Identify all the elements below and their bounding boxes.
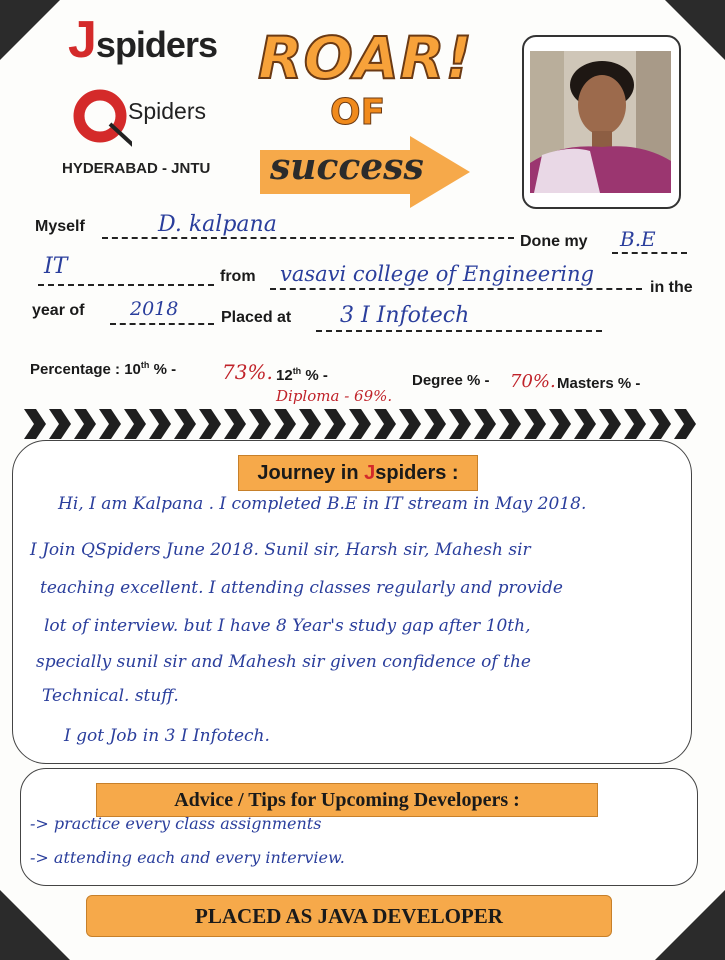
corner-decoration [0, 0, 60, 60]
location-text: HYDERABAD - JNTU [62, 160, 211, 177]
logo-j-letter: J [68, 11, 96, 69]
corner-decoration [0, 890, 70, 960]
chevron-shape [224, 409, 246, 439]
college-underline [270, 288, 642, 290]
of-text: OF [330, 92, 386, 133]
from-label: from [220, 268, 256, 285]
advice-item: -> attending each and every interview. [30, 848, 345, 867]
chevron-shape [649, 409, 671, 439]
chevron-shape [624, 409, 646, 439]
journey-line: lot of interview. but I have 8 Year's study gap after 10th, [44, 616, 531, 636]
year-underline [110, 323, 214, 325]
done-label: Done my [520, 233, 588, 250]
chevron-shape [199, 409, 221, 439]
chevron-shape [549, 409, 571, 439]
chevron-shape [324, 409, 346, 439]
placed-at-label: Placed at [221, 309, 292, 326]
journey-title: Journey in Jspiders : [238, 455, 478, 491]
company-underline [316, 330, 602, 332]
percentage-12-label: 12th % - [276, 366, 328, 384]
journey-line: I Join QSpiders June 2018. Sunil sir, Harsh sir, Mahesh sir [30, 540, 531, 560]
chevron-shape [449, 409, 471, 439]
degree-underline [612, 252, 687, 254]
chevron-shape [524, 409, 546, 439]
chevron-shape [174, 409, 196, 439]
chevron-shape [349, 409, 371, 439]
journey-line: specially sunil sir and Mahesh sir given confidence of the [36, 652, 531, 672]
degree-value: B.E [620, 227, 656, 251]
chevron-shape [249, 409, 271, 439]
degree-percent-label: Degree % - [412, 372, 490, 389]
placed-as-banner: PLACED AS JAVA DEVELOPER [86, 895, 612, 937]
chevron-shape [49, 409, 71, 439]
chevron-shape [599, 409, 621, 439]
person-photo-icon [530, 51, 671, 193]
qspiders-text: Spiders [128, 98, 206, 124]
year-value: 2018 [130, 298, 179, 320]
chevron-shape [574, 409, 596, 439]
in-the-label: in the [650, 279, 693, 296]
name-value: D. kalpana [158, 212, 277, 237]
chevron-shape [674, 409, 696, 439]
chevron-divider [24, 405, 700, 443]
chevron-shape [424, 409, 446, 439]
myself-label: Myself [35, 218, 85, 235]
journey-line: I got Job in 3 I Infotech. [64, 726, 270, 746]
qspiders-logo [72, 88, 242, 148]
branch-underline [38, 284, 214, 286]
journey-line: Hi, I am Kalpana . I completed B.E in IT stream in May 2018. [58, 494, 587, 514]
year-label: year of [32, 302, 85, 319]
success-text: success [270, 146, 424, 188]
branch-value: IT [44, 254, 68, 279]
chevron-shape [274, 409, 296, 439]
journey-line: teaching excellent. I attending classes regularly and provide [40, 578, 563, 598]
chevron-shape [474, 409, 496, 439]
chevron-shape [74, 409, 96, 439]
roar-title: ROAR! [258, 24, 473, 92]
chevron-shape [149, 409, 171, 439]
name-underline [102, 237, 514, 239]
advice-title: Advice / Tips for Upcoming Developers : [96, 783, 598, 817]
jspiders-logo: Jspiders [68, 11, 217, 69]
corner-decoration [655, 890, 725, 960]
percentage-10-value: 73%. [222, 360, 273, 384]
q-logo-icon [72, 88, 132, 148]
journey-line: Technical. stuff. [42, 686, 179, 706]
advice-item: -> practice every class assignments [30, 814, 322, 833]
degree-percent-value: 70%. [510, 371, 556, 392]
percentage-10-label: Percentage : 10th % - [30, 360, 177, 378]
company-value: 3 I Infotech [340, 303, 470, 328]
chevron-shape [374, 409, 396, 439]
profile-photo [522, 35, 681, 209]
chevron-shape [99, 409, 121, 439]
chevron-shape [499, 409, 521, 439]
percentage-12-value: Diploma - 69%. [276, 387, 393, 405]
chevron-shape [124, 409, 146, 439]
chevron-shape [399, 409, 421, 439]
chevron-shape [24, 409, 46, 439]
college-value: vasavi college of Engineering [280, 262, 594, 286]
chevron-shape [299, 409, 321, 439]
masters-percent-label: Masters % - [557, 375, 641, 392]
